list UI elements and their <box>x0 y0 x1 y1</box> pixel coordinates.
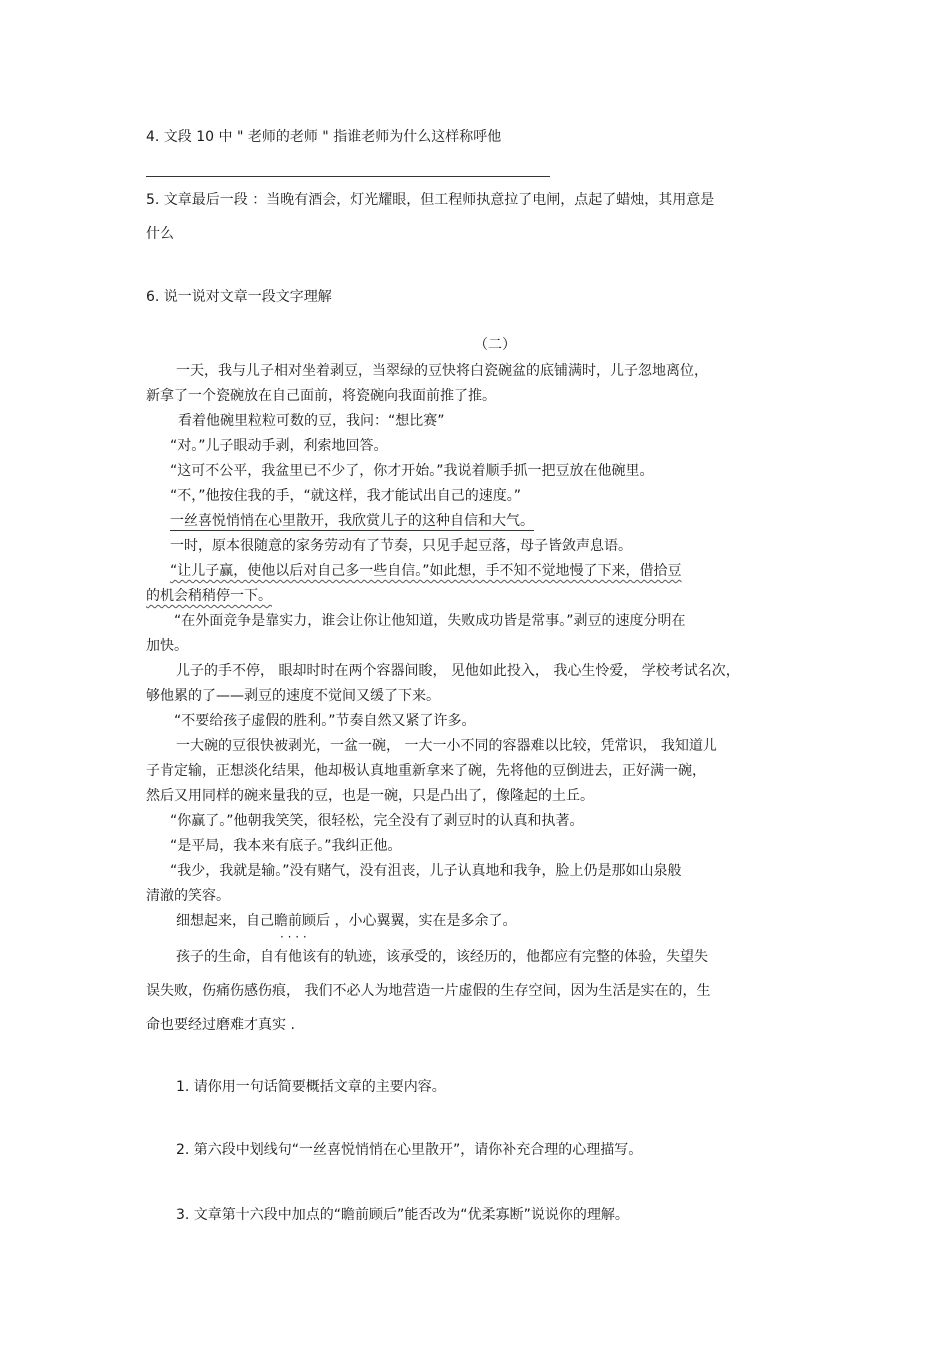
passage-line: 的机会稍稍停一下。 <box>146 588 272 604</box>
passage-text: ，小心翼翼，实在是多余了。 <box>330 913 517 929</box>
passage-line: 孩子的生命，自有他该有的轨迹，该承受的，该经历的，他都应有完整的体验，失望失 <box>176 949 708 965</box>
passage-line: “我少，我就是输。”没有赌气，没有沮丧，儿子认真地和我争，脸上仍是那如山泉般 <box>170 863 682 879</box>
passage-line: 够他累的了——剥豆的速度不觉间又缓了下来。 <box>146 688 440 704</box>
passage-line: “是平局，我本来有底子。”我纠正他。 <box>170 838 402 854</box>
passage-line: “让儿子赢，使他以后对自己多一些自信。”如此想，手不知不觉地慢了下来，借拾豆 <box>170 563 682 579</box>
question-5-line1: 5. 文章最后一段 ：当晚有酒会，灯光耀眼，但工程师执意拉了电闸，点起了蜡烛，其用意是 <box>146 192 715 208</box>
passage-line: 一大碗的豆很快被剥光，一盆一碗， 一大一小不同的容器难以比较，凭常识， 我知道儿 <box>176 738 717 754</box>
passage-line: 一时，原本很随意的家务劳动有了节奏，只见手起豆落，母子皆敛声息语。 <box>170 538 632 554</box>
passage-line: 看着他碗里粒粒可数的豆，我问：“想比赛” <box>178 413 445 429</box>
passage-line: “不要给孩子虚假的胜利。”节奏自然又紧了许多。 <box>174 713 476 729</box>
question-3: 3. 文章第十六段中加点的“瞻前顾后”能否改为“优柔寡断”说说你的理解。 <box>176 1207 629 1223</box>
passage-line: 清澈的笑容。 <box>146 888 230 904</box>
passage-line: “在外面竞争是靠实力，谁会让你让他知道，失败成功皆是常事。”剥豆的速度分明在 <box>174 613 686 629</box>
passage-line: 加快。 <box>146 638 188 654</box>
passage-line: 然后又用同样的碗来量我的豆，也是一碗，只是凸出了，像隆起的土丘。 <box>146 788 594 804</box>
passage-line: 儿子的手不停， 眼却时时在两个容器间睃， 见他如此投入， 我心生怜爱， 学校考试名次， <box>176 663 740 679</box>
passage-line <box>176 911 516 931</box>
question-5-line2: 什么 <box>146 226 174 242</box>
section-heading: （二） <box>474 337 516 353</box>
passage-line: 命也要经过磨难才真实 . <box>146 1017 295 1033</box>
passage-line: “对。”儿子眼动手剥，利索地回答。 <box>170 438 388 454</box>
passage-line: 误失败，伤痛伤感伤痕， 我们不必人为地营造一片虚假的生存空间，因为生活是实在的，生 <box>146 983 711 999</box>
question-1: 1. 请你用一句话简要概括文章的主要内容。 <box>176 1079 446 1095</box>
dotted-phrase: 瞻前顾后 · · <box>274 913 330 929</box>
passage-line <box>170 511 534 531</box>
question-2: 2. 第六段中划线句“一丝喜悦悄悄在心里散开”，请你补充合理的心理描写。 <box>176 1142 643 1158</box>
passage-line: 一天，我与儿子相对坐着剥豆，当翠绿的豆快将白瓷碗盆的底铺满时，儿子忽地离位， <box>176 363 708 379</box>
passage-line: “这可不公平，我盆里已不少了，你才开始。”我说着顺手抓一把豆放在他碗里。 <box>170 463 654 479</box>
question-6: 6. 说一说对文章一段文字理解 <box>146 289 332 305</box>
passage-text: ，我欣赏儿子的这种自信和大气。 <box>324 513 534 529</box>
underlined-sentence: 一丝喜悦悄悄在心里散开 <box>170 513 324 529</box>
passage-line: “不，”他按住我的手，“就这样，我才能试出自己的速度。” <box>170 488 522 504</box>
question-4: 4. 文段 10 中 " 老师的老师 " 指谁老师为什么这样称呼他 <box>146 129 502 145</box>
passage-line: 子肯定输，正想淡化结果，他却极认真地重新拿来了碗，先将他的豆倒进去，正好满一碗， <box>146 763 706 779</box>
passage-text: 细想起来，自己 <box>176 913 274 929</box>
answer-line <box>146 176 550 177</box>
passage-line: 新拿了一个瓷碗放在自己面前，将瓷碗向我面前推了推。 <box>146 388 496 404</box>
passage-line: “你赢了。”他朝我笑笑，很轻松，完全没有了剥豆时的认真和执著。 <box>170 813 584 829</box>
